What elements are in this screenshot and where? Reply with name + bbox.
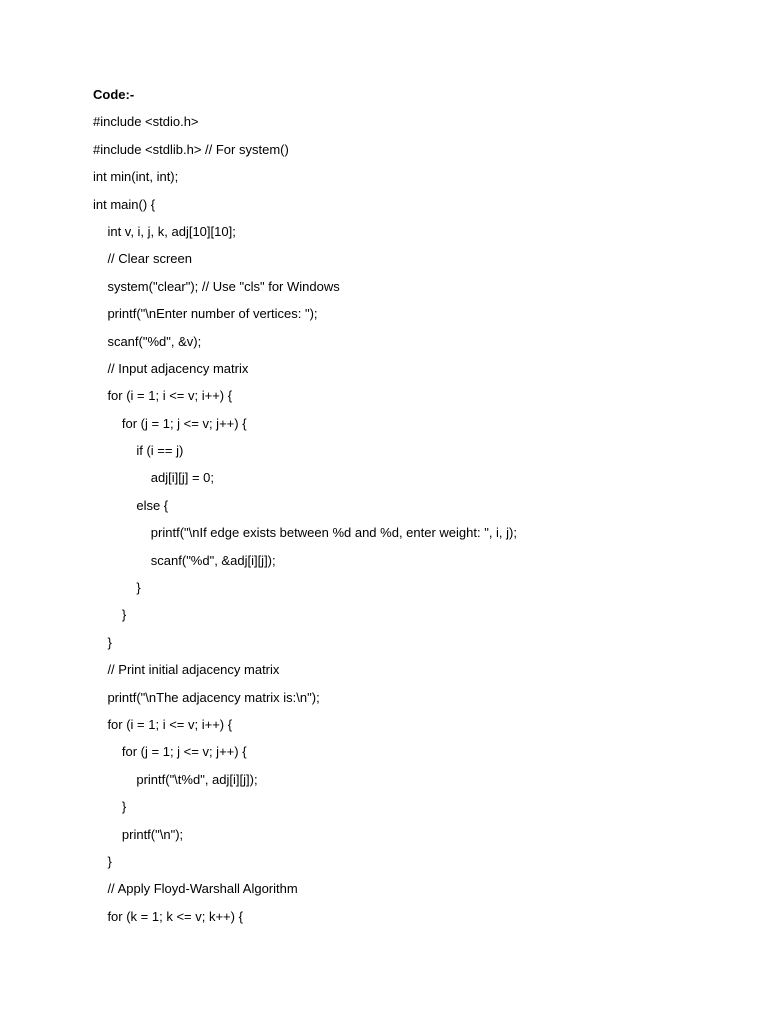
code-line-15: else { [93,497,169,513]
code-line-4: int main() { [93,196,156,212]
code-line-7: system("clear"); // Use "cls" for Windows [93,278,340,294]
code-line-22: printf("\nThe adjacency matrix is:\n"); [93,689,320,705]
code-line-29: // Apply Floyd-Warshall Algorithm [93,881,298,897]
code-line-3: int min(int, int); [93,169,179,185]
code-heading: Code:- [93,87,135,102]
code-line-17: scanf("%d", &adj[i][j]); [93,552,276,568]
code-line-10: // Input adjacency matrix [93,360,249,376]
code-line-21: // Print initial adjacency matrix [93,662,280,678]
code-line-16: printf("\nIf edge exists between %d and %d, enter weight: ", i, j); [93,525,517,541]
code-line-14: adj[i][j] = 0; [93,470,215,486]
code-line-20: } [93,634,112,650]
code-line-11: for (i = 1; i <= v; i++) { [93,388,233,404]
code-line-2: #include <stdlib.h> // For system() [93,141,289,157]
code-line-8: printf("\nEnter number of vertices: "); [93,306,318,322]
code-line-30: for (k = 1; k <= v; k++) { [93,908,243,924]
code-line-5: int v, i, j, k, adj[10][10]; [93,223,236,239]
code-block [93,112,728,934]
code-line-26: } [93,799,127,815]
code-line-28: } [93,853,112,869]
code-line-13: if (i == j) [93,443,184,459]
code-line-27: printf("\n"); [93,826,184,842]
code-section [93,85,728,934]
code-line-1: #include <stdio.h> [93,114,199,130]
code-line-23: for (i = 1; i <= v; i++) { [93,716,233,732]
code-line-6: // Clear screen [93,251,192,267]
code-line-9: scanf("%d", &v); [93,333,202,349]
code-line-25: printf("\t%d", adj[i][j]); [93,771,258,787]
code-line-19: } [93,607,127,623]
code-line-12: for (j = 1; j <= v; j++) { [93,415,247,431]
code-line-24: for (j = 1; j <= v; j++) { [93,744,247,760]
code-line-18: } [93,580,141,596]
